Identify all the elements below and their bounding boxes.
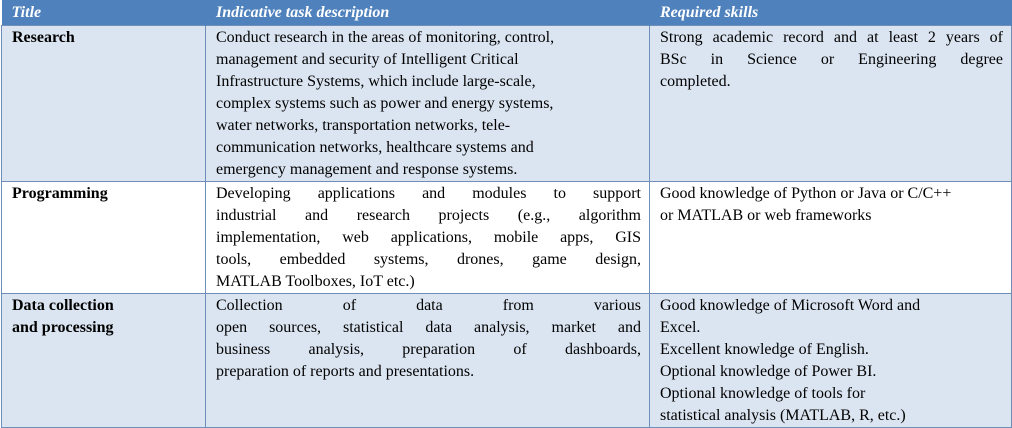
skills-line: Excel. (660, 319, 701, 336)
header-row (2, 0, 1012, 26)
description-line: implementation, web applications, mobile apps, GIS (216, 229, 641, 246)
skills-line: Optional knowledge of Power BI. (660, 363, 877, 380)
row-title-text: Programming (12, 185, 108, 202)
row-title (2, 182, 206, 294)
row-description (206, 294, 650, 428)
skills-line: Good knowledge of Microsoft Word and (660, 297, 921, 314)
row-description (206, 26, 650, 182)
skills-line: Optional knowledge of tools for (660, 385, 866, 402)
header-skills: Required skills (650, 0, 1012, 26)
description-line: Collection of data from various (216, 297, 641, 314)
skills-line: BSc in Science or Engineering degree (660, 51, 1003, 68)
description-line: management and security of Intelligent Critical (216, 51, 519, 68)
row-title (2, 294, 206, 428)
table-row (2, 26, 1012, 182)
description-line: preparation of reports and presentations. (216, 363, 475, 380)
description-line: tools, embedded systems, drones, game design, (216, 251, 641, 268)
header-title: Title (2, 0, 206, 26)
row-title-text: and processing (12, 319, 114, 336)
description-line: industrial and research projects (e.g., algorithm (216, 207, 641, 224)
description-line: Infrastructure Systems, which include large-scale, (216, 73, 536, 90)
skills-line: completed. (660, 73, 731, 90)
skills-line: Excellent knowledge of English. (660, 341, 869, 358)
table-row (2, 182, 1012, 294)
skills-line: Good knowledge of Python or Java or C/C++ (660, 185, 952, 202)
row-title (2, 26, 206, 182)
row-skills (650, 294, 1012, 428)
description-line: complex systems such as power and energy systems, (216, 95, 554, 112)
description-line: water networks, transportation networks, tele- (216, 117, 511, 134)
description-line: open sources, statistical data analysis, market and (216, 319, 641, 336)
row-skills (650, 182, 1012, 294)
row-title-text: Research (12, 29, 75, 46)
skills-line: statistical analysis (MATLAB, R, etc.) (660, 407, 906, 424)
description-line: emergency management and response systems. (216, 161, 518, 178)
description-line: business analysis, preparation of dashboards, (216, 341, 641, 358)
row-description (206, 182, 650, 294)
table-row (2, 294, 1012, 428)
description-line: Conduct research in the areas of monitoring, control, (216, 29, 555, 46)
row-title-text: Data collection (12, 297, 114, 314)
skills-line: Strong academic record and at least 2 years of (660, 29, 1003, 46)
description-line: MATLAB Toolboxes, IoT etc.) (216, 273, 415, 290)
skills-line: or MATLAB or web frameworks (660, 207, 872, 224)
description-line: Developing applications and modules to support (216, 185, 641, 202)
header-description: Indicative task description (206, 0, 650, 26)
description-line: communication networks, healthcare systems and (216, 139, 534, 156)
roles-table (1, 0, 1012, 428)
row-skills (650, 26, 1012, 182)
